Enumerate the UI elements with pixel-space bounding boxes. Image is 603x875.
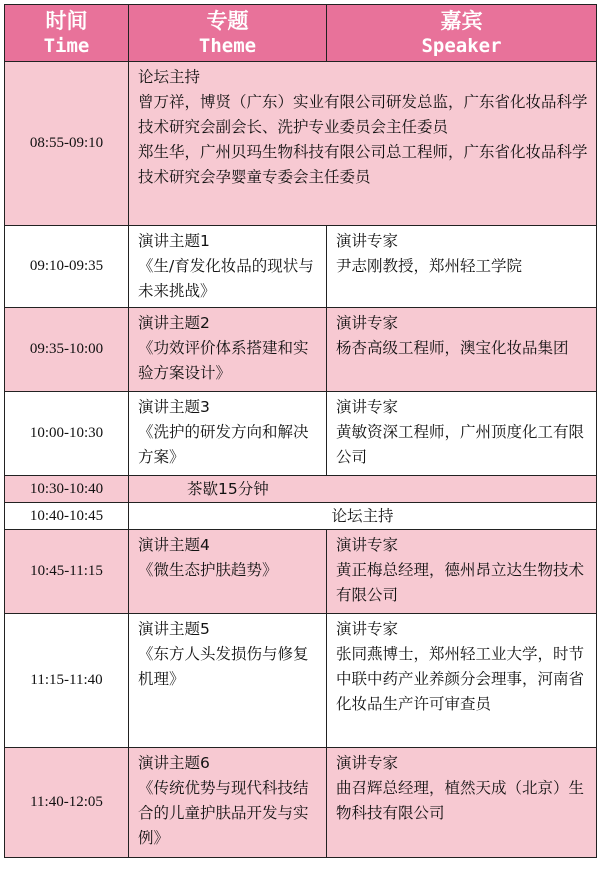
speaker-name: 杨杏高级工程师，澳宝化妆品集团 (336, 339, 569, 357)
header-speaker (327, 5, 597, 62)
theme-label: 演讲主题3 (138, 398, 210, 416)
header-theme-en: Theme (198, 35, 257, 57)
speaker-label: 演讲专家 (336, 232, 399, 250)
theme-title: 《生/育发化妆品的现状与未来挑战》 (138, 257, 314, 300)
table-row (5, 476, 597, 503)
header-speaker-en: Speaker (421, 35, 502, 57)
speaker-cell (327, 614, 597, 748)
schedule-table (4, 4, 597, 858)
time-cell: 10:00-10:30 (5, 392, 129, 476)
time-cell: 11:40-12:05 (5, 748, 129, 858)
table-row (5, 503, 597, 530)
header-speaker-zh: 嘉宾 (440, 9, 483, 33)
speaker-cell (327, 308, 597, 392)
speaker-label: 演讲专家 (336, 620, 399, 638)
time-cell: 08:55-09:10 (5, 62, 129, 226)
table-row (5, 392, 597, 476)
theme-title: 《功效评价体系搭建和实验方案设计》 (138, 339, 309, 382)
speaker-label: 演讲专家 (336, 536, 399, 554)
speaker-label: 演讲专家 (336, 398, 399, 416)
speaker-cell (327, 226, 597, 308)
table-row (5, 308, 597, 392)
host-line: 曾万祥，博贤（广东）实业有限公司研发总监，广东省化妆品科学技术研究会副会长、洗护专业委员会主任委员 (138, 93, 588, 136)
theme-label: 演讲主题1 (138, 232, 210, 250)
theme-cell (129, 530, 327, 614)
time-cell: 10:45-11:15 (5, 530, 129, 614)
host-line: 郑生华，广州贝玛生物科技有限公司总工程师，广东省化妆品科学技术研究会孕婴童专委会主任委员 (138, 143, 588, 186)
table-header-row (5, 5, 597, 62)
time-cell: 09:10-09:35 (5, 226, 129, 308)
host-cell: 论坛主持 (129, 503, 597, 530)
theme-label: 演讲主题4 (138, 536, 210, 554)
theme-title: 《传统优势与现代科技结合的儿童护肤品开发与实例》 (138, 779, 309, 847)
header-theme-zh: 专题 (206, 9, 249, 33)
theme-title: 《微生态护肤趋势》 (138, 561, 278, 579)
header-time-zh: 时间 (45, 9, 88, 33)
header-time-en: Time (43, 35, 90, 57)
speaker-name: 张同燕博士，郑州轻工业大学，时节中联中药产业养颜分会理事，河南省化妆品生产许可审查员 (336, 645, 585, 713)
theme-cell (129, 392, 327, 476)
time-cell: 10:40-10:45 (5, 503, 129, 530)
speaker-label: 演讲专家 (336, 314, 399, 332)
speaker-name: 尹志刚教授，郑州轻工学院 (336, 257, 523, 275)
theme-cell (129, 226, 327, 308)
tea-break-cell: 茶歇15分钟 (129, 476, 597, 503)
theme-title: 《洗护的研发方向和解决方案》 (138, 423, 309, 466)
speaker-name: 曲召辉总经理，植然天成（北京）生物科技有限公司 (336, 779, 585, 822)
theme-cell (129, 748, 327, 858)
header-theme (129, 5, 327, 62)
host-cell (129, 62, 597, 226)
speaker-cell (327, 392, 597, 476)
speaker-cell (327, 530, 597, 614)
table-row (5, 530, 597, 614)
table-row (5, 226, 597, 308)
theme-label: 演讲主题2 (138, 314, 210, 332)
table-row (5, 62, 597, 226)
speaker-label: 演讲专家 (336, 754, 399, 772)
table-row (5, 614, 597, 748)
speaker-cell (327, 748, 597, 858)
time-cell: 11:15-11:40 (5, 614, 129, 748)
time-cell: 10:30-10:40 (5, 476, 129, 503)
theme-label: 演讲主题6 (138, 754, 210, 772)
theme-cell (129, 308, 327, 392)
table-row (5, 748, 597, 858)
theme-label: 演讲主题5 (138, 620, 210, 638)
time-cell: 09:35-10:00 (5, 308, 129, 392)
host-label: 论坛主持 (138, 68, 201, 86)
speaker-name: 黄敏资深工程师，广州顶度化工有限公司 (336, 423, 585, 466)
theme-title: 《东方人头发损伤与修复机理》 (138, 645, 309, 688)
speaker-name: 黄正梅总经理，德州昂立达生物技术有限公司 (336, 561, 585, 604)
header-time (5, 5, 129, 62)
theme-cell (129, 614, 327, 748)
